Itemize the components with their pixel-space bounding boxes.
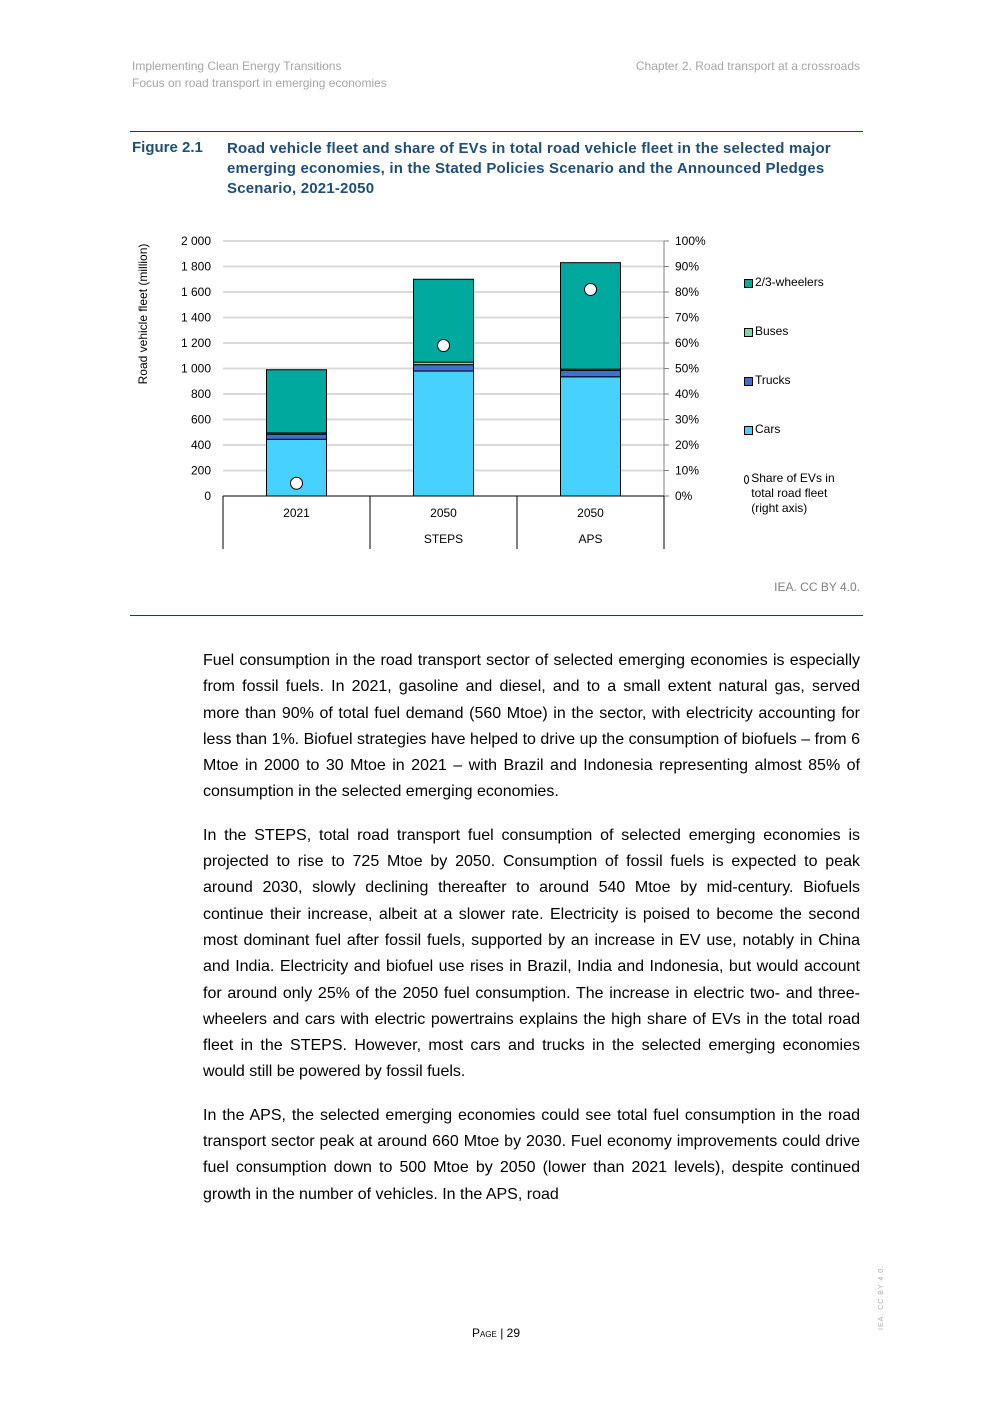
ev-share-marker bbox=[438, 340, 450, 352]
x-group-label: STEPS bbox=[423, 532, 464, 546]
bar-segment-cars bbox=[414, 371, 474, 496]
bar-segment-trucks bbox=[414, 365, 474, 371]
figure-source: IEA. CC BY 4.0. bbox=[774, 580, 860, 594]
paragraph: In the APS, the selected emerging economies could see total fuel consumption in the road transport sector peak at around 660 Mtoe by 2030. Fuel economy improvements could drive fuel consumption down to 500 Mtoe by 2050 (lower than 2021 levels), despite continued growth in the number of vehicles. In the APS, road bbox=[203, 1106, 860, 1203]
legend-swatch bbox=[744, 426, 753, 435]
y-tick-label: 0 bbox=[204, 489, 211, 503]
bar-segment-trucks bbox=[561, 370, 621, 376]
legend-label: Trucks bbox=[755, 373, 791, 387]
legend-item-2-3-wheelers bbox=[744, 275, 824, 290]
ev-share-marker bbox=[291, 477, 303, 489]
legend-item-cars bbox=[744, 422, 780, 437]
page-number: 29 bbox=[506, 1326, 521, 1340]
y2-tick-label: 70% bbox=[675, 310, 700, 325]
legend-item-trucks bbox=[744, 373, 791, 388]
legend-swatch bbox=[744, 377, 753, 386]
y2-tick-label: 90% bbox=[675, 259, 700, 274]
x-group-label: APS bbox=[578, 532, 603, 546]
y-tick-label: 1 800 bbox=[180, 259, 211, 274]
y2-tick-label: 100% bbox=[675, 234, 706, 248]
bar-segment-2-3-wheelers bbox=[561, 263, 621, 369]
legend-label: Share of EVs in total road fleet (right axis) bbox=[751, 471, 835, 515]
y-axis-title: Road vehicle fleet (million) bbox=[136, 243, 150, 385]
legend-label: Cars bbox=[755, 422, 781, 436]
legend-item-buses bbox=[744, 324, 788, 339]
y2-tick-label: 10% bbox=[675, 463, 700, 478]
y2-tick-label: 40% bbox=[675, 387, 700, 401]
header-subtitle: Focus on road transport in emerging economies bbox=[132, 76, 387, 90]
y-tick-label: 1 000 bbox=[180, 361, 211, 376]
figure-bottom-rule bbox=[130, 615, 863, 616]
y2-tick-label: 20% bbox=[675, 438, 700, 452]
paragraph: In the STEPS, total road transport fuel consumption of selected emerging economies is projected to rise to 725 Mtoe by 2050. Consumption of fossil fuels is expected to peak around 2030, slowly declining thereafter to around 540 Mtoe by mid-century. Biofuels continue their increase, albeit at a slower rate. Electricity is poised to become the second most dominant fuel after fossil fuels, supported by an increase in EV use, notably in China and India. Electricity and biofuel use rises in Brazil, India and Indonesia, but would account for around only 25% of the 2050 fuel consumption. The increase in electric two- and three-wheelers and cars with electric powertrains explains the high share of EVs in the total road fleet in the STEPS. However, most cars and trucks in the selected emerging economies would still be powered by fossil fuels. bbox=[203, 826, 860, 1081]
y-tick-label: 2 000 bbox=[180, 234, 211, 248]
body-text bbox=[203, 648, 860, 1225]
legend-item-ev-share bbox=[744, 471, 854, 516]
bar-segment-2-3-wheelers bbox=[267, 370, 327, 433]
y-tick-label: 200 bbox=[190, 463, 211, 478]
paragraph: Fuel consumption in the road transport sector of selected emerging economies is especially from fossil fuels. In 2021, gasoline and diesel, and to a small extent natural gas, served more than 90% of total fuel demand (560 Mtoe) in the sector, with electricity accounting for less than 1%. Biofuel strategies have helped to drive up the consumption of biofuels – from 6 Mtoe in 2000 to 30 Mtoe in 2021 – with Brazil and Indonesia representing almost 85% of consumption in the selected emerging economies. bbox=[203, 652, 860, 801]
y-tick-label: 1 200 bbox=[180, 336, 211, 350]
x-tick-label: 2050 bbox=[577, 506, 604, 520]
y2-tick-label: 30% bbox=[675, 412, 700, 427]
y-tick-label: 600 bbox=[190, 412, 211, 427]
legend-label: 2/3-wheelers bbox=[755, 275, 824, 289]
y2-tick-label: 0% bbox=[675, 489, 693, 503]
y-tick-label: 1 600 bbox=[180, 285, 211, 299]
figure-title: Road vehicle fleet and share of EVs in total road vehicle fleet in the selected major emerging economies, in the Stated Policies Scenario and the Announced Pledges Scenario, 2021-2050 bbox=[227, 140, 831, 197]
y-tick-label: 1 400 bbox=[180, 310, 211, 325]
legend-marker bbox=[744, 475, 749, 484]
x-tick-label: 2050 bbox=[430, 506, 457, 520]
y2-tick-label: 50% bbox=[675, 361, 700, 376]
figure-label: Figure 2.1 bbox=[132, 139, 203, 156]
page-label: Page bbox=[471, 1326, 497, 1340]
page-footer: Page | 29 bbox=[471, 1326, 521, 1340]
header-chapter: Chapter 2. Road transport at a crossroads bbox=[635, 59, 860, 73]
x-tick-label: 2021 bbox=[283, 506, 310, 520]
legend-swatch bbox=[744, 328, 753, 337]
ev-share-marker bbox=[585, 283, 597, 295]
bar-segment-trucks bbox=[267, 434, 327, 439]
y-tick-label: 800 bbox=[190, 387, 211, 401]
y-tick-label: 400 bbox=[190, 438, 211, 452]
legend-label: Buses bbox=[755, 324, 789, 338]
bar-segment-cars bbox=[561, 377, 621, 496]
header-title: Implementing Clean Energy Transitions bbox=[132, 59, 342, 73]
y2-tick-label: 80% bbox=[675, 285, 700, 299]
side-watermark: IEA. CC BY 4.0. bbox=[878, 1264, 885, 1330]
legend-swatch bbox=[744, 279, 753, 288]
y2-tick-label: 60% bbox=[675, 336, 700, 350]
